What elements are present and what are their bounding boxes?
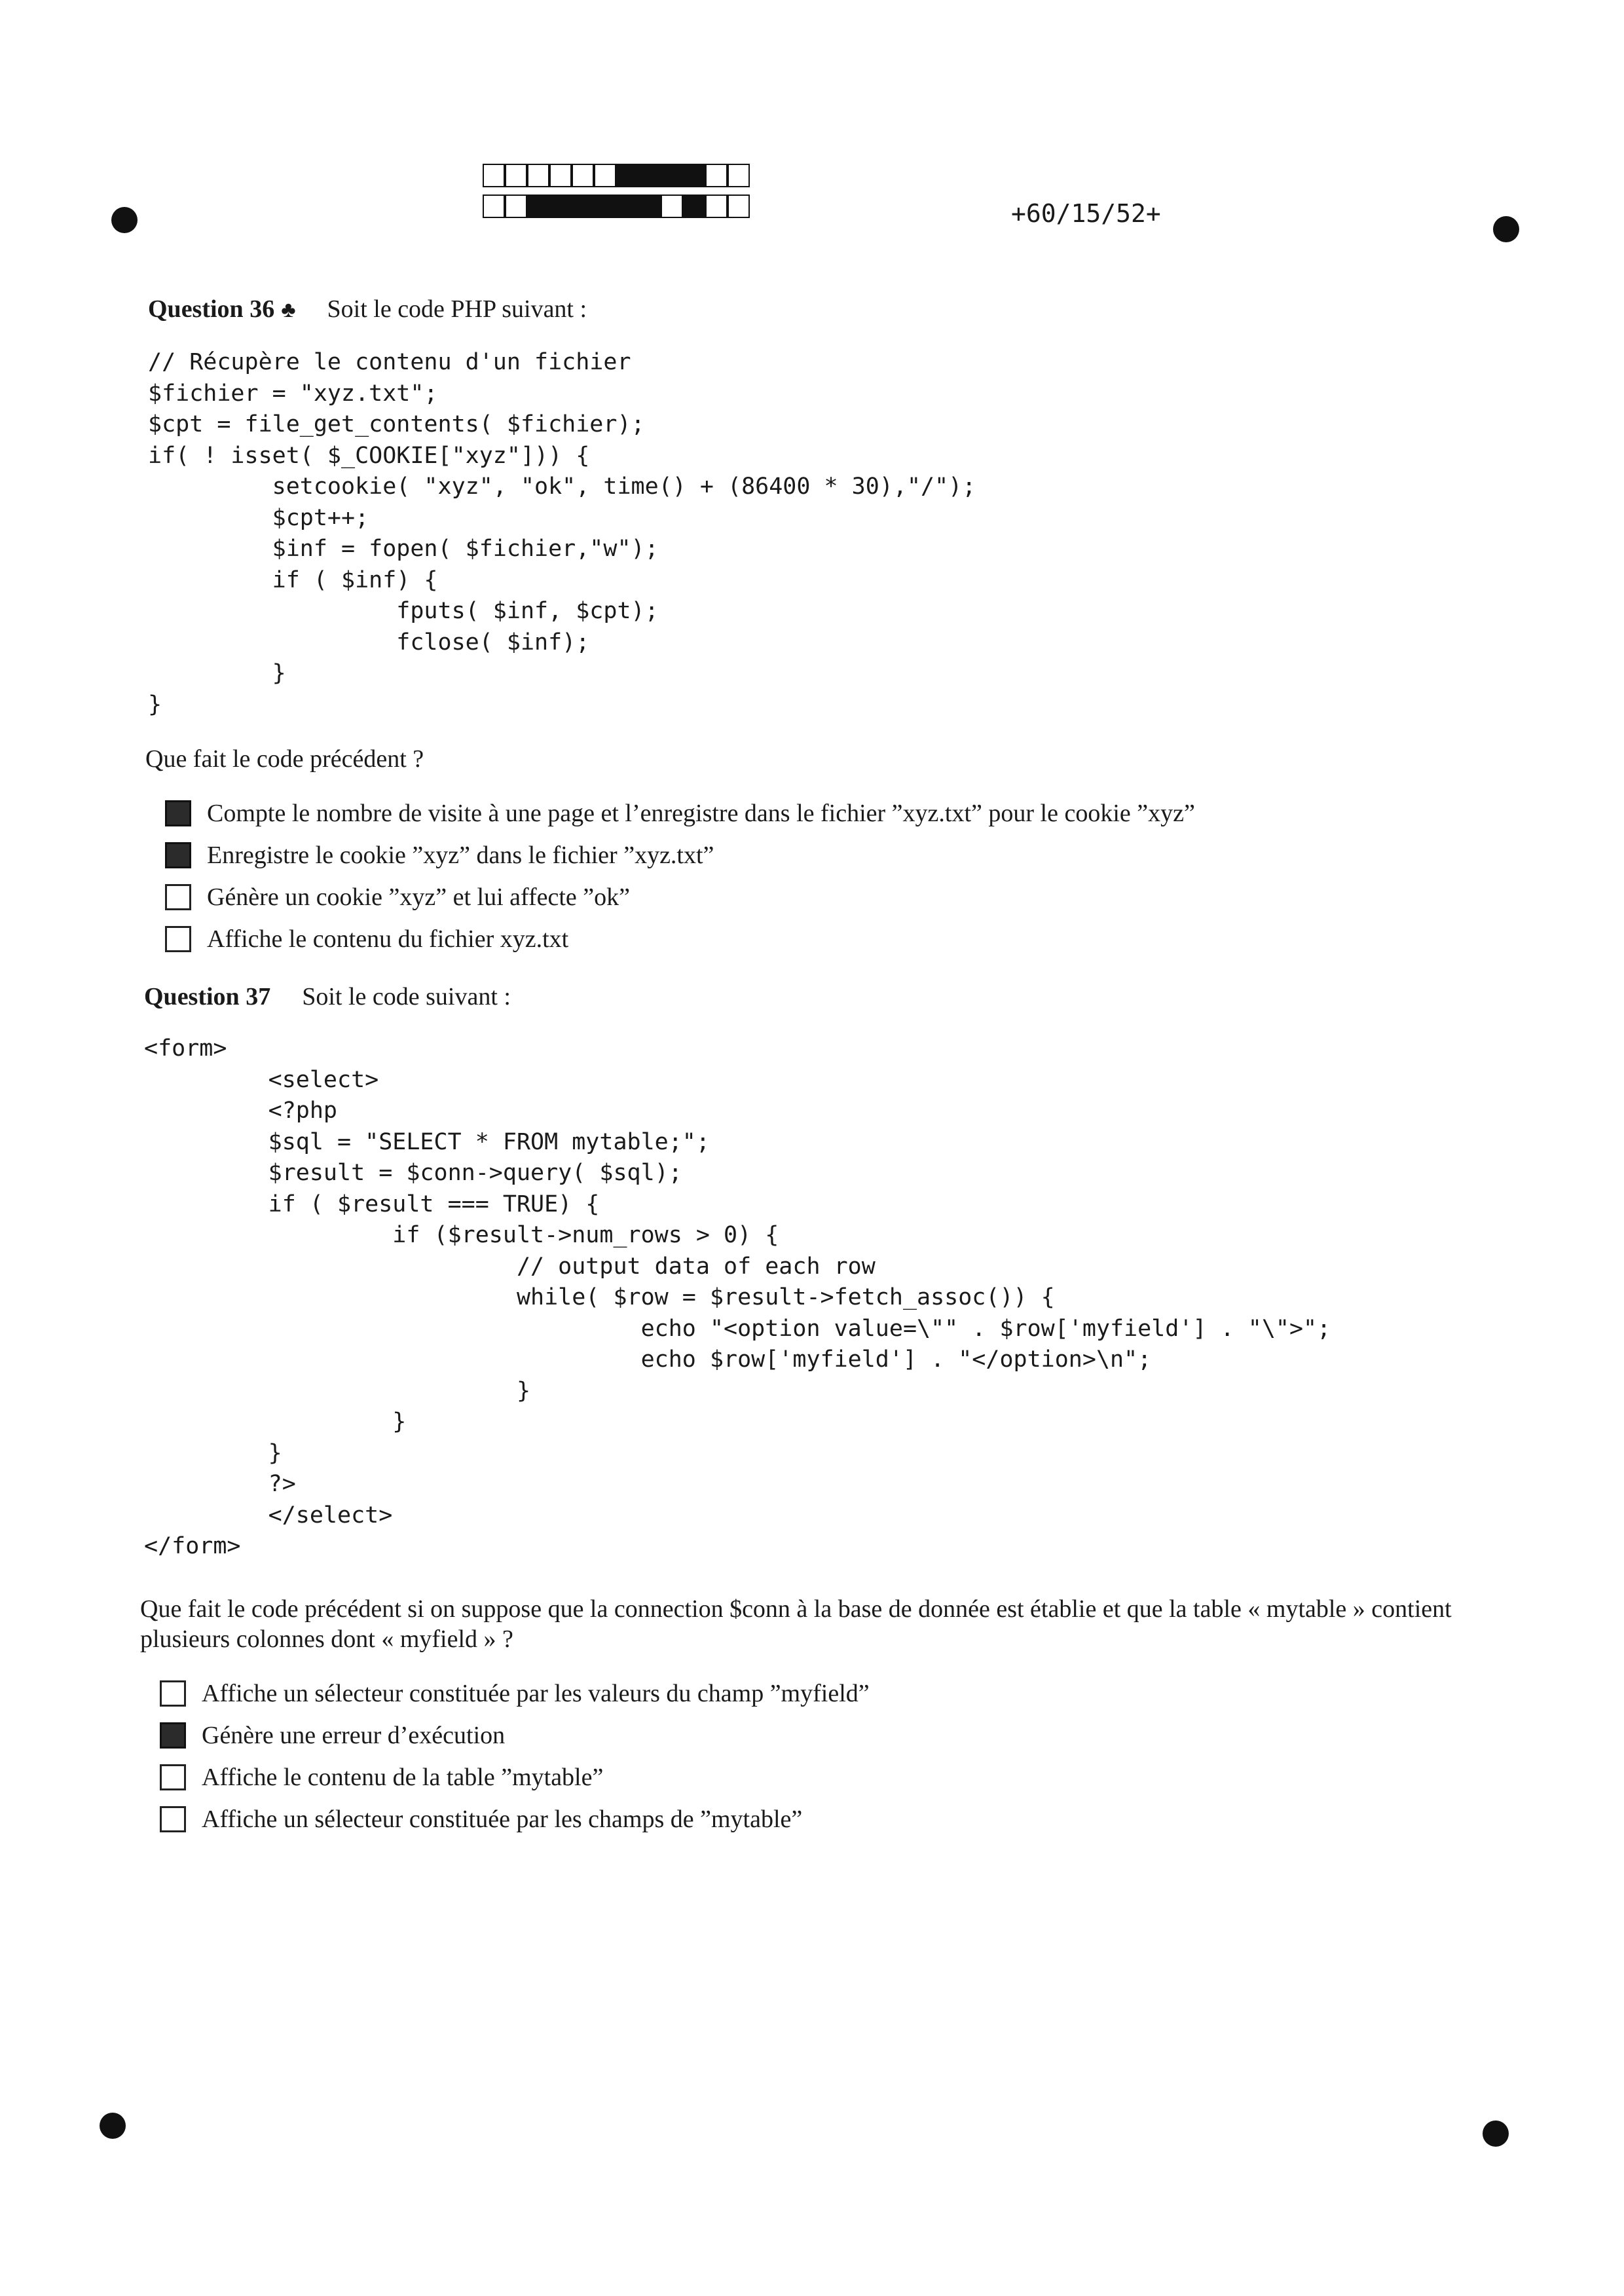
registration-mark-top-right: [1493, 216, 1519, 242]
barcode-cell: [683, 194, 705, 218]
question-37-header: [144, 982, 511, 1011]
barcode-cell: [505, 164, 527, 187]
barcode-cell: [527, 164, 549, 187]
barcode-cell: [483, 164, 505, 187]
question-36-answers: [165, 792, 1195, 960]
question-36-header: [148, 295, 587, 324]
question-36-text: Que fait le code précédent ?: [145, 745, 424, 773]
barcode-cell: [527, 194, 549, 218]
question-36-code: // Récupère le contenu d'un fichier $fichier = "xyz.txt"; $cpt = file_get_contents( $fichier); if( ! isset( $_COOKIE["xyz"])) { setcookie( "xyz", "ok", time() + (86400 * 30),"/"); $cpt++; $inf = fopen( $fichier,"w"); if ( $inf) { fputs( $inf, $cpt); fclose( $inf); } }: [148, 349, 976, 718]
answer-checkbox[interactable]: [165, 926, 191, 952]
answer-text: Compte le nombre de visite à une page et l’enregistre dans le fichier ”xyz.txt” pour le cookie ”xyz”: [207, 800, 1195, 827]
barcode-cell: [505, 194, 527, 218]
answer-option[interactable]: [165, 918, 1195, 960]
question-37-code: <form> <select> <?php $sql = "SELECT * FROM mytable;"; $result = $conn->query( $sql); if ( $result === TRUE) { if ($result->num_rows > 0) { // output data of each row while( $row = $result->fetch_assoc()) { echo "<option value=\"" . $row['myfield'] . "\">"; echo $row['myfield'] . "</option>\n"; } } } ?> </select> </form>: [144, 1035, 1331, 1559]
answer-option[interactable]: [160, 1798, 870, 1840]
barcode-cell: [616, 194, 638, 218]
answer-checkbox[interactable]: [160, 1764, 186, 1790]
answer-checkbox[interactable]: [160, 1722, 186, 1749]
answer-text: Affiche le contenu de la table ”mytable”: [202, 1764, 604, 1791]
page-code: +60/15/52+: [1011, 199, 1161, 228]
answer-checkbox[interactable]: [160, 1680, 186, 1707]
answer-checkbox[interactable]: [165, 800, 191, 826]
answer-option[interactable]: [160, 1756, 870, 1798]
barcode-row-1: [483, 164, 750, 190]
answer-text: Génère une erreur d’exécution: [202, 1722, 506, 1749]
barcode-cell: [661, 194, 683, 218]
club-icon: ♣: [281, 298, 296, 322]
barcode-row-2: [483, 194, 750, 221]
barcode-cell: [483, 194, 505, 218]
barcode-cell: [705, 194, 728, 218]
answer-text: Génère un cookie ”xyz” et lui affecte ”ok”: [207, 883, 630, 911]
answer-text: Enregistre le cookie ”xyz” dans le fichier ”xyz.txt”: [207, 842, 714, 869]
answer-text: Affiche un sélecteur constituée par les champs de ”mytable”: [202, 1805, 803, 1833]
answer-option[interactable]: [165, 792, 1195, 834]
answer-option[interactable]: [160, 1714, 870, 1756]
barcode-cell: [661, 164, 683, 187]
question-37-label: Question 37: [144, 983, 271, 1010]
answer-option[interactable]: [160, 1673, 870, 1714]
barcode-cell: [638, 194, 661, 218]
question-37-prompt: Soit le code suivant :: [302, 983, 511, 1010]
barcode-cell: [594, 194, 616, 218]
answer-checkbox[interactable]: [160, 1806, 186, 1832]
question-37-answers: [160, 1673, 870, 1840]
registration-mark-bottom-right: [1483, 2120, 1509, 2147]
barcode-cell: [572, 194, 594, 218]
answer-text: Affiche le contenu du fichier xyz.txt: [207, 925, 569, 953]
answer-text: Affiche un sélecteur constituée par les valeurs du champ ”myfield”: [202, 1680, 870, 1707]
barcode-cell: [616, 164, 638, 187]
barcode-cell: [728, 194, 750, 218]
barcode-cell: [683, 164, 705, 187]
barcode-cell: [638, 164, 661, 187]
answer-option[interactable]: [165, 876, 1195, 918]
question-37-text: Que fait le code précédent si on suppose que la connection $conn à la base de donnée est établie et que la table « mytable » contient plusieurs colonnes dont « myfield » ?: [140, 1595, 1452, 1653]
registration-mark-bottom-left: [100, 2113, 126, 2139]
barcode-cell: [728, 164, 750, 187]
answer-checkbox[interactable]: [165, 884, 191, 910]
barcode-cell: [572, 164, 594, 187]
registration-mark-top-left: [111, 207, 138, 233]
barcode-cell: [705, 164, 728, 187]
question-36-prompt: Soit le code PHP suivant :: [327, 295, 587, 323]
answer-option[interactable]: [165, 834, 1195, 876]
barcode-cell: [594, 164, 616, 187]
barcode-cell: [549, 164, 572, 187]
question-36-label: Question 36: [148, 295, 275, 323]
answer-checkbox[interactable]: [165, 842, 191, 868]
barcode-cell: [549, 194, 572, 218]
